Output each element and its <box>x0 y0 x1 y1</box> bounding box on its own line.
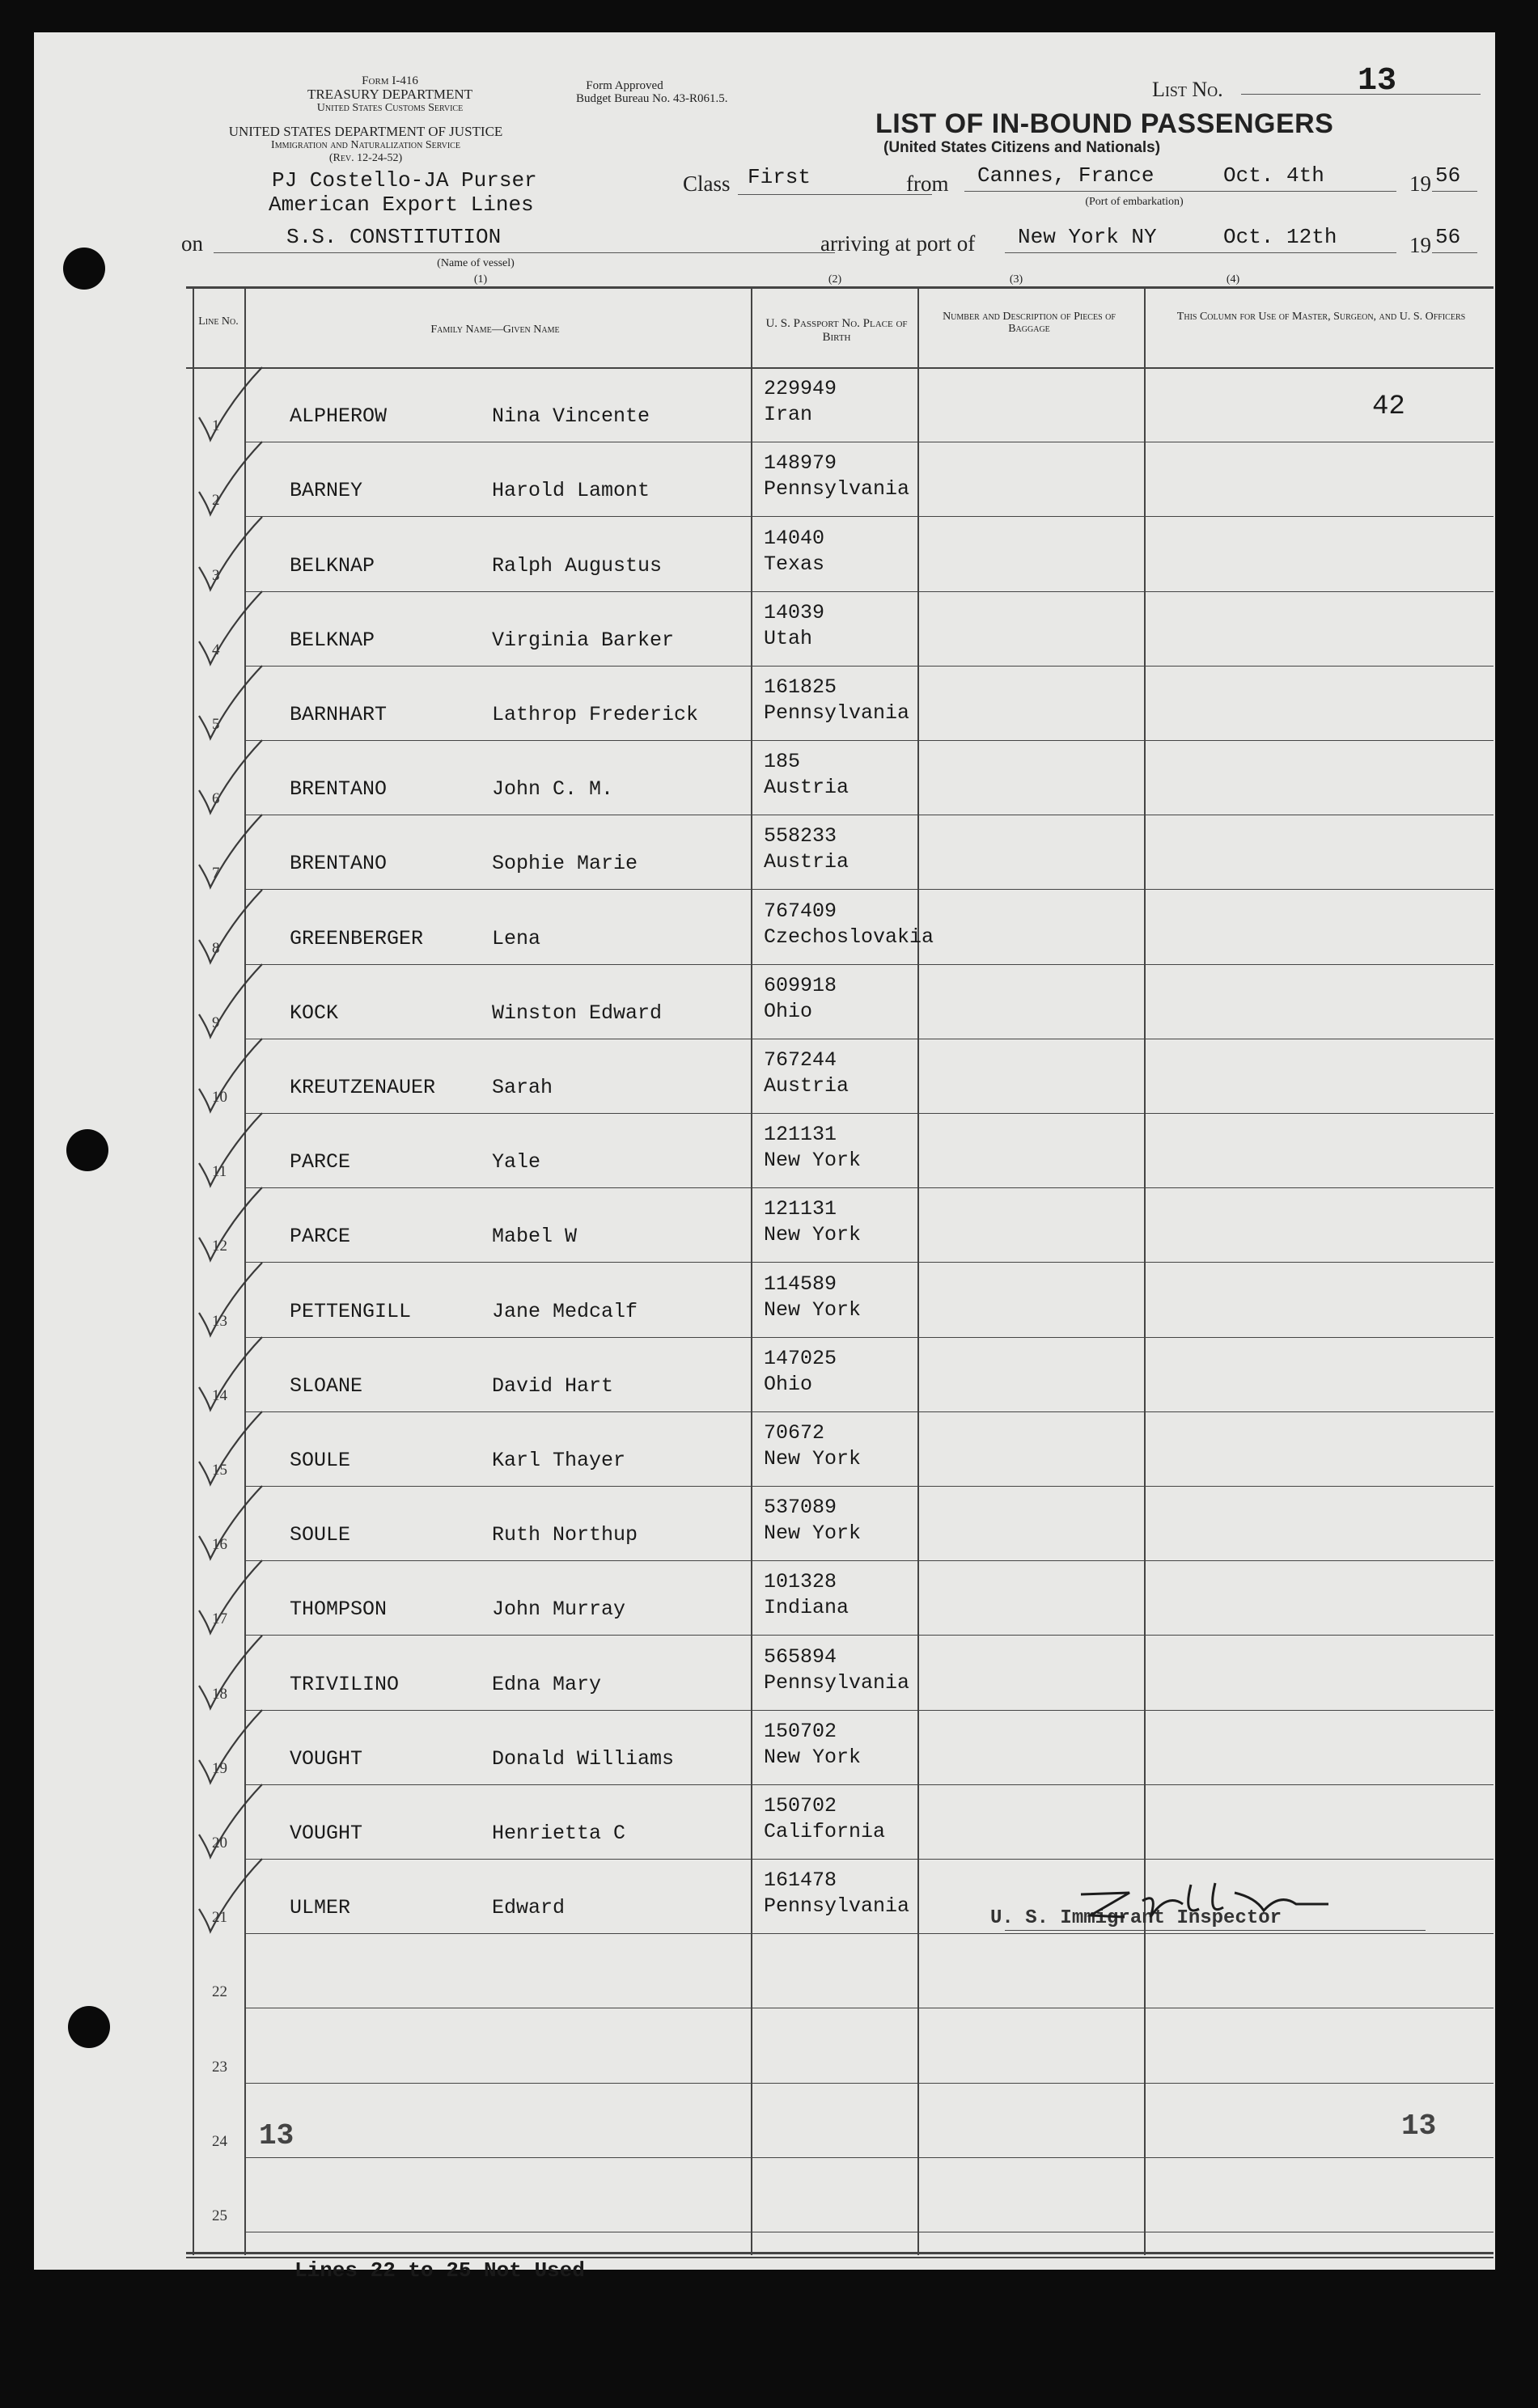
purser-name: PJ Costello-JA Purser <box>272 168 537 193</box>
given-name: Ralph Augustus <box>492 553 663 578</box>
arrival-port: New York NY <box>1018 225 1157 249</box>
row-line-number: 8 <box>212 939 220 957</box>
family-name: ULMER <box>290 1896 351 1920</box>
place-of-birth: New York <box>764 1521 862 1546</box>
col-header-line-no: Line No. <box>198 315 239 328</box>
family-name: THOMPSON <box>290 1598 388 1622</box>
passport-number: 185 <box>764 750 801 774</box>
family-name: PETTENGILL <box>290 1299 412 1323</box>
given-name: Ruth Northup <box>492 1523 638 1547</box>
year-prefix-1: 19 <box>1409 171 1431 196</box>
table-row <box>34 1933 1495 2008</box>
table-row <box>34 1337 1495 1411</box>
justice-dept: UNITED STATES DEPARTMENT OF JUSTICE <box>228 124 503 139</box>
passport-number: 70672 <box>764 1420 825 1445</box>
arrival-date: Oct. 12th <box>1223 225 1337 249</box>
place-of-birth: Utah <box>764 626 813 650</box>
family-name: BARNEY <box>290 479 363 503</box>
family-name: GREENBERGER <box>290 926 424 950</box>
row-line-number: 14 <box>212 1386 227 1404</box>
family-name: BRENTANO <box>290 777 388 802</box>
check-mark-icon <box>184 1852 273 1941</box>
place-of-birth: Austria <box>764 1073 850 1098</box>
row-line-number: 5 <box>212 715 220 733</box>
passport-number: 147025 <box>764 1346 837 1370</box>
place-of-birth: Indiana <box>764 1596 850 1620</box>
row-line-number: 3 <box>212 566 220 584</box>
place-of-birth: New York <box>764 1149 862 1173</box>
passport-number: 537089 <box>764 1496 837 1520</box>
embarkation-port: Cannes, France <box>977 163 1155 188</box>
passport-number: 14039 <box>764 600 825 624</box>
row-line-number: 22 <box>212 1983 227 2001</box>
place-of-birth: Austria <box>764 850 850 874</box>
row-line-number: 23 <box>212 2058 227 2076</box>
manifest-subtitle: (United States Citizens and Nationals) <box>883 139 1161 156</box>
given-name: Nina Vincente <box>492 404 650 429</box>
place-of-birth: Pennsylvania <box>764 477 910 501</box>
row-line-number: 6 <box>212 790 220 808</box>
place-of-birth: Czechoslovakia <box>764 925 934 949</box>
row-line-number: 21 <box>212 1909 227 1927</box>
place-of-birth: Pennsylvania <box>764 700 910 725</box>
on-label: on <box>181 231 203 256</box>
row-line-number: 11 <box>212 1163 227 1181</box>
row-line-number: 1 <box>212 417 220 435</box>
place-of-birth: Austria <box>764 776 850 800</box>
family-name: SOULE <box>290 1448 351 1472</box>
col-num-3: (3) <box>1009 273 1023 286</box>
given-name: David Hart <box>492 1373 614 1398</box>
table-row <box>34 1784 1495 1859</box>
given-name: Harold Lamont <box>492 479 650 503</box>
class-label: Class <box>683 171 731 196</box>
row-line-number: 12 <box>212 1238 227 1255</box>
table-row <box>34 666 1495 740</box>
col-num-2: (2) <box>828 273 842 286</box>
given-name: Karl Thayer <box>492 1448 626 1472</box>
given-name: Edward <box>492 1896 566 1920</box>
table-row <box>34 1486 1495 1560</box>
given-name: Sophie Marie <box>492 852 638 876</box>
table-row <box>34 2008 1495 2082</box>
customs-service: United States Customs Service <box>316 102 464 114</box>
table-row <box>34 2083 1495 2157</box>
passport-number: 161825 <box>764 675 837 699</box>
immigration-service: Immigration and Naturalization Service <box>271 139 460 151</box>
family-name: BELKNAP <box>290 553 375 578</box>
place-of-birth: Iran <box>764 403 813 427</box>
passport-number: 14040 <box>764 526 825 550</box>
family-name: SOULE <box>290 1523 351 1547</box>
given-name: Virginia Barker <box>492 628 675 652</box>
table-row <box>34 815 1495 889</box>
officer-note: 42 <box>1372 391 1405 422</box>
table-row <box>34 367 1495 442</box>
list-number-label: List No. <box>1152 78 1223 101</box>
col-header-name: Family Name—Given Name <box>430 324 560 336</box>
place-of-birth: New York <box>764 1223 862 1247</box>
bottom-left-mark: 13 <box>259 2119 294 2152</box>
family-name: KREUTZENAUER <box>290 1075 436 1099</box>
place-of-birth: New York <box>764 1446 862 1471</box>
departure-date: Oct. 4th <box>1223 163 1324 188</box>
family-name: ALPHEROW <box>290 404 388 429</box>
col-header-officers: This Column for Use of Master, Surgeon, and U. S. Officers <box>1176 311 1466 323</box>
family-name: SLOANE <box>290 1373 363 1398</box>
given-name: Sarah <box>492 1075 553 1099</box>
given-name: John Murray <box>492 1598 626 1622</box>
place-of-birth: Ohio <box>764 1372 813 1396</box>
arriving-label: arriving at port of <box>820 231 976 256</box>
row-line-number: 13 <box>212 1312 227 1330</box>
passport-number: 565894 <box>764 1644 837 1669</box>
row-line-number: 9 <box>212 1014 220 1031</box>
table-row <box>34 591 1495 666</box>
place-of-birth: New York <box>764 1297 862 1322</box>
col-header-passport: U. S. Passport No. Place of Birth <box>765 317 908 344</box>
row-line-number: 18 <box>212 1685 227 1703</box>
family-name: TRIVILINO <box>290 1672 400 1696</box>
family-name: PARCE <box>290 1225 351 1249</box>
table-row <box>34 2157 1495 2232</box>
table-row <box>34 442 1495 516</box>
given-name: Donald Williams <box>492 1746 675 1771</box>
table-row <box>34 1113 1495 1187</box>
col-header-baggage: Number and Description of Pieces of Baggage <box>943 311 1116 336</box>
given-name: Jane Medcalf <box>492 1299 638 1323</box>
from-label: from <box>906 171 949 196</box>
port-caption: (Port of embarkation) <box>1085 196 1184 208</box>
form-approved: Form Approved <box>586 79 663 92</box>
form-number: Form I-416 <box>362 74 418 87</box>
table-row <box>34 1039 1495 1113</box>
place-of-birth: Texas <box>764 552 825 576</box>
table-row <box>34 516 1495 590</box>
punch-hole-top <box>63 248 105 290</box>
place-of-birth: New York <box>764 1745 862 1769</box>
given-name: Henrietta C <box>492 1821 626 1845</box>
passport-number: 609918 <box>764 973 837 997</box>
given-name: John C. M. <box>492 777 614 802</box>
given-name: Winston Edward <box>492 1001 663 1025</box>
row-line-number: 16 <box>212 1536 227 1554</box>
row-line-number: 19 <box>212 1759 227 1777</box>
passport-number: 161478 <box>764 1868 837 1893</box>
table-row <box>34 1560 1495 1635</box>
passport-number: 229949 <box>764 377 837 401</box>
place-of-birth: Pennsylvania <box>764 1670 910 1695</box>
class-value: First <box>748 165 811 189</box>
budget-bureau: Budget Bureau No. 43-R061.5. <box>576 92 728 105</box>
given-name: Mabel W <box>492 1225 578 1249</box>
place-of-birth: California <box>764 1819 886 1843</box>
table-row <box>34 1187 1495 1262</box>
revision-date: (Rev. 12-24-52) <box>328 152 403 164</box>
table-row <box>34 1635 1495 1709</box>
vessel-name: S.S. CONSTITUTION <box>286 225 502 249</box>
family-name: BELKNAP <box>290 628 375 652</box>
col-num-4: (4) <box>1226 273 1240 286</box>
family-name: KOCK <box>290 1001 339 1025</box>
row-line-number: 24 <box>212 2132 227 2150</box>
family-name: BARNHART <box>290 702 388 726</box>
table-row <box>34 964 1495 1039</box>
table-row <box>34 889 1495 963</box>
family-name: PARCE <box>290 1150 351 1174</box>
family-name: VOUGHT <box>290 1746 363 1771</box>
row-line-number: 20 <box>212 1834 227 1851</box>
passport-number: 558233 <box>764 824 837 849</box>
passport-number: 101328 <box>764 1570 837 1594</box>
row-line-number: 15 <box>212 1461 227 1479</box>
family-name: BRENTANO <box>290 852 388 876</box>
row-line-number: 17 <box>212 1610 227 1628</box>
passport-number: 767409 <box>764 899 837 923</box>
shipping-line: American Export Lines <box>269 193 534 217</box>
table-row <box>34 1262 1495 1336</box>
passport-number: 121131 <box>764 1123 837 1147</box>
list-number: 13 <box>1358 63 1397 99</box>
passport-number: 150702 <box>764 1793 837 1818</box>
given-name: Yale <box>492 1150 541 1174</box>
passport-number: 114589 <box>764 1272 837 1296</box>
inspector-label: U. S. Immigrant Inspector <box>990 1907 1282 1929</box>
arrival-year: 56 <box>1435 225 1461 249</box>
inspector-signature <box>1061 1868 1401 1933</box>
place-of-birth: Ohio <box>764 999 813 1023</box>
row-line-number: 4 <box>212 641 220 658</box>
year-prefix-2: 19 <box>1409 233 1431 257</box>
col-num-1: (1) <box>473 273 488 286</box>
passport-number: 150702 <box>764 1719 837 1743</box>
given-name: Lena <box>492 926 541 950</box>
table-row <box>34 740 1495 815</box>
row-line-number: 2 <box>212 492 220 510</box>
departure-year: 56 <box>1435 163 1461 188</box>
place-of-birth: Pennsylvania <box>764 1894 910 1919</box>
footer-note: Lines 22 to 25 Not Used <box>294 2258 585 2283</box>
passport-number: 121131 <box>764 1197 837 1221</box>
passport-number: 148979 <box>764 451 837 476</box>
family-name: VOUGHT <box>290 1821 363 1845</box>
row-line-number: 10 <box>212 1088 227 1106</box>
given-name: Edna Mary <box>492 1672 602 1696</box>
manifest-title: LIST OF IN-BOUND PASSENGERS <box>875 108 1334 139</box>
table-row <box>34 1710 1495 1784</box>
treasury-dept: TREASURY DEPARTMENT <box>307 87 473 102</box>
table-row <box>34 1411 1495 1486</box>
manifest-page <box>34 32 1495 2283</box>
given-name: Lathrop Frederick <box>492 702 699 726</box>
passport-number: 767244 <box>764 1047 837 1072</box>
row-line-number: 25 <box>212 2207 227 2224</box>
row-line-number: 7 <box>212 865 220 882</box>
bottom-right-mark: 13 <box>1401 2110 1437 2143</box>
vessel-caption: (Name of vessel) <box>437 257 515 269</box>
